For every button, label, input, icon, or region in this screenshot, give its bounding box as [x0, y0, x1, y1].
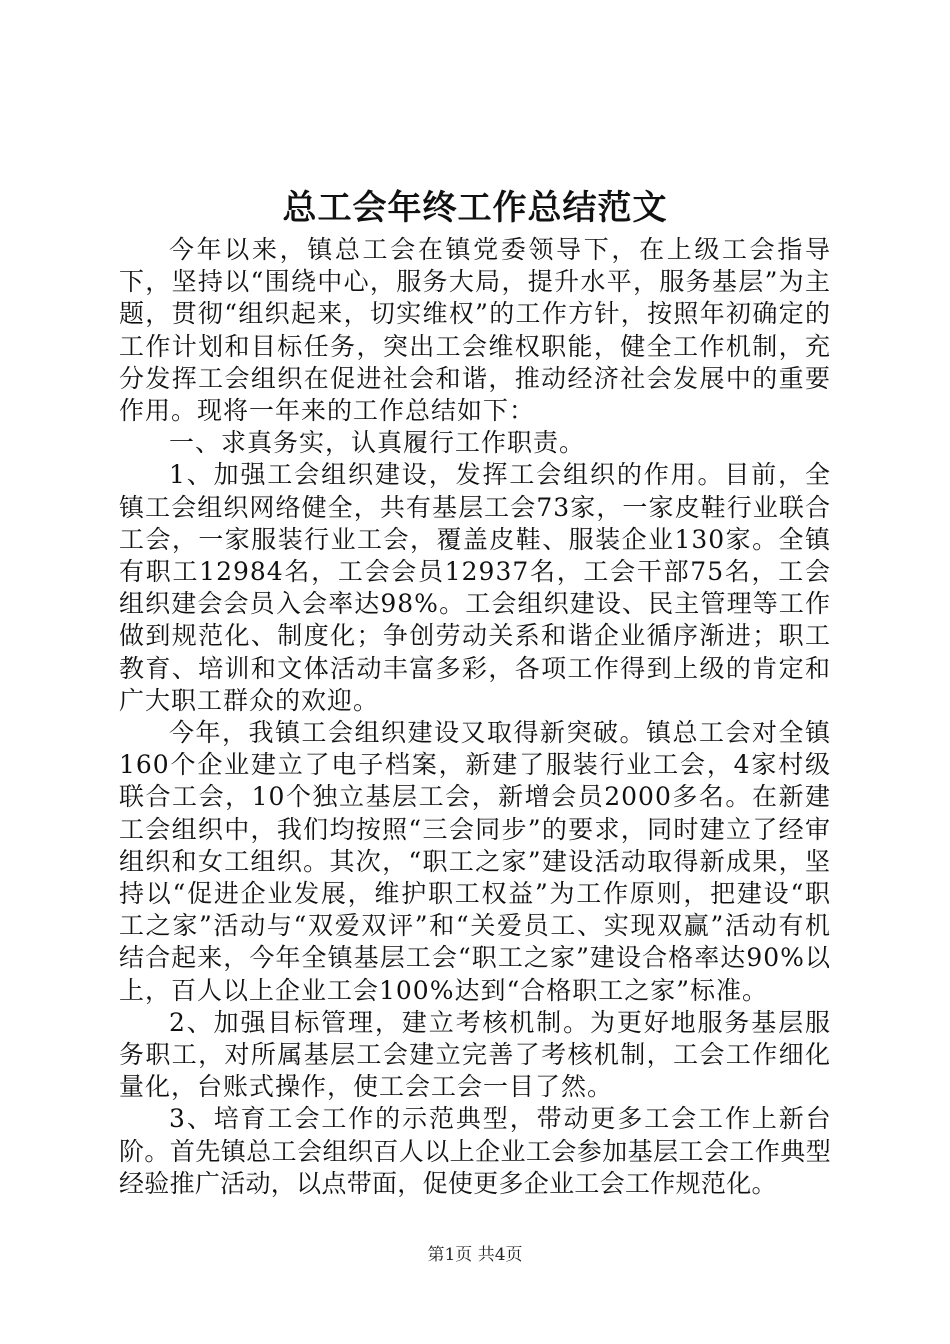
paragraph-intro: 今年以来，镇总工会在镇党委领导下，在上级工会指导下，坚持以“围绕中心，服务大局，提升水平，服务基层”为主题，贯彻“组织起来，切实维权”的工作方针，按照年初确定的工作计划和目标任务，突出工会维权职能，健全工作机制，充分发挥工会组织在促进社会和谐，推动经济社会发展中的重要作用。现将一年来的工作总结如下： [119, 235, 831, 426]
page-number: 第1页 共4页 [427, 1245, 523, 1265]
paragraph-item-1: 1、加强工会组织建设，发挥工会组织的作用。目前，全镇工会组织网络健全，共有基层工会73家，一家皮鞋行业联合工会，一家服装行业工会，覆盖皮鞋、服装企业130家。全镇有职工12984名，工会会员12937名，工会干部75名，工会组织建会会员入会率达98%。工会组织建设、民主管理等工作做到规范化、制度化；争创劳动关系和谐企业循序渐进；职工教育、培训和文体活动丰富多彩，各项工作得到上级的肯定和广大职工群众的欢迎。 [119, 460, 831, 715]
paragraph-new-breakthrough: 今年，我镇工会组织建设又取得新突破。镇总工会对全镇160个企业建立了电子档案，新建了服装行业工会，4家村级联合工会，10个独立基层工会，新增会员2000多名。在新建工会组织中，我们均按照“三会同步”的要求，同时建立了经审组织和女工组织。其次，“职工之家”建设活动取得新成果，坚持以“促进企业发展，维护职工权益”为工作原则，把建设“职工之家”活动与“双爱双评”和“关爱员工、实现双赢”活动有机结合起来，今年全镇基层工会“职工之家”建设合格率达90%以上，百人以上企业工会100%达到“合格职工之家”标准。 [119, 718, 831, 1005]
section-heading: 一、求真务实，认真履行工作职责。 [169, 428, 586, 458]
paragraph-item-3: 3、培育工会工作的示范典型，带动更多工会工作上新台阶。首先镇总工会组织百人以上企业工会参加基层工会工作典型经验推广活动，以点带面，促使更多企业工会工作规范化。 [119, 1104, 831, 1198]
document-body [119, 234, 831, 1200]
document-title: 总工会年终工作总结范文 [282, 188, 668, 228]
paragraph-item-2: 2、加强目标管理，建立考核机制。为更好地服务基层服务职工，对所属基层工会建立完善了考核机制，工会工作细化量化，台账式操作，使工会工会一目了然。 [119, 1007, 831, 1102]
